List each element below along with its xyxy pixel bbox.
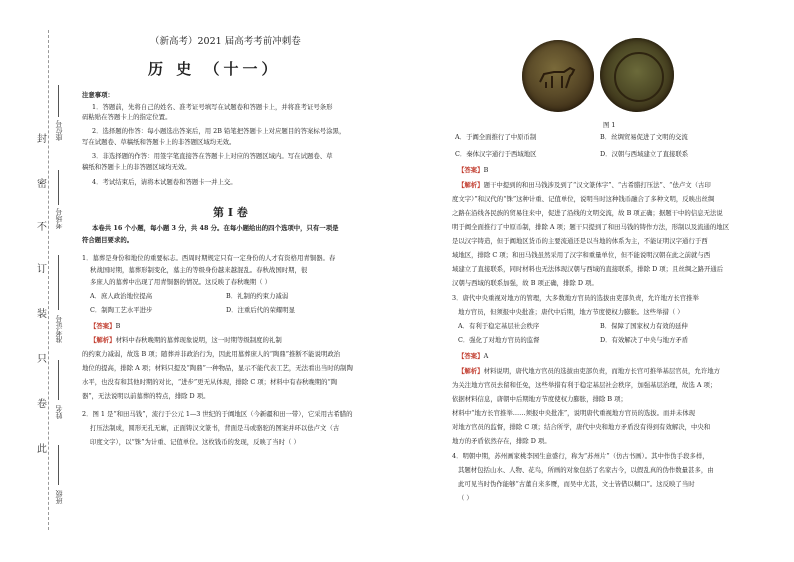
question-2-analysis (458, 181, 711, 189)
question-1-option: C．制陶工艺水平进步 (90, 306, 153, 314)
horse-icon (534, 62, 582, 90)
class-field (58, 445, 59, 485)
notice-line: 稿纸和答题卡上的非答题区域均无效。 (82, 163, 191, 171)
analysis-line: 域地区，排除 C 项；和田马钱虽然采用了汉字和重量单位，但不能说明汉朝在此之前就与西 (452, 251, 711, 259)
question-4-stem: 此可见当时伪作能够“古董自来多赝，而吴中尤甚，文士皆借以糊口”。这反映了当时 (458, 480, 695, 488)
analysis-line: 汉朝与西域的联系加强，故 B 项正确，排除 D 项。 (452, 279, 598, 287)
analysis-line: 对地方官员的监督，排除 C 项；结合所学，唐代中央和地方矛盾没有得到有效解决，中央和 (452, 423, 711, 431)
question-2-option: D．汉朝与西域建立了直接联系 (600, 150, 689, 158)
analysis-line: 水平，也没有和其他时期的对比，“进步”更无从体现，排除 C 项；材料中有春秋晚期的“陶 (82, 378, 338, 386)
question-1-analysis (90, 336, 282, 344)
question-2-option: B．丝绸贸易促进了文明的交流 (600, 133, 688, 141)
admission-number-field (58, 255, 59, 310)
question-1-stem: 1．墓葬是身份和地位的重要标志。西周时期规定只有一定身份的人才有资格用青铜器。春 (82, 254, 336, 262)
binding-char: 只 (37, 354, 47, 365)
question-1-option: D．注重后代的荣耀明显 (226, 306, 296, 314)
analysis-line: 依据材料信息，唐朝中后期地方节度使权力膨胀，排除 B 项； (452, 395, 627, 403)
class-label: 班级 (55, 490, 63, 504)
binding-char: 封 (37, 134, 47, 145)
question-3-option: A．有利于稳定基层社会秩序 (458, 322, 540, 330)
answer-value: B (115, 322, 121, 330)
seat-number-field (58, 85, 59, 117)
analysis-tag: 【解析】 (458, 181, 484, 189)
notice-line: 写在试题卷、草稿纸和答题卡上的非答题区域均无效。 (82, 138, 236, 146)
binding-char: 不 (37, 222, 47, 233)
question-2-stem: 打压法制成，圆形无孔无廓，正面铸汉文篆书，背面是马或骆驼的图案并环以佉卢文（古 (90, 424, 340, 432)
question-2-stem: 印度文字），以“铢”为计重、记值单位。这枚钱币的发现，反映了当时（ ） (90, 438, 300, 446)
analysis-line: 域建立了直接联系，同时材料也无法体现汉朝与西域的直接联系，排除 D 项；且丝绸之路开通后 (452, 265, 724, 273)
question-4-stem: （ ） (458, 494, 473, 502)
analysis-line: 材料中“地方长官推举……须报中央批准”，说明唐代重视地方官员的选拔。而并未体现 (452, 409, 695, 417)
binding-char: 密 (37, 179, 47, 190)
instruction-line: 本卷共 16 个小题，每小题 3 分，共 48 分。在每小题给出的四个选项中，只有一项是 (92, 224, 339, 232)
question-2-option: A．于阗全面推行了中原币制 (455, 133, 537, 141)
question-2-stem: 2．图 1 是“和田马钱”，流行于公元 1—3 世纪的于阗地区（今新疆和田一带），它采用古希腊的 (82, 410, 353, 418)
answer-tag: 【答案】 (458, 166, 484, 174)
analysis-line: 材料说明，唐代地方官员的选拔由吏部负责，而地方长官可推举基层官员，允许地方 (483, 367, 721, 375)
question-4-stem: 其题材包括山水、人物、花鸟，所画的对象包括了名家古今，以假乱真的伪作数量甚多，由 (458, 466, 714, 474)
analysis-line: 器”，无法说明以前墓葬的特点，排除 D 项。 (82, 392, 210, 400)
analysis-line: 度文字）”和汉代的“铢”这种计重、记值单位，说明当时这种钱币融合了多种文明，反映出丝绸 (452, 195, 715, 203)
notice-line: 4．考试结束后，请将本试题卷和答题卡一并上交。 (92, 178, 237, 186)
binding-char: 此 (37, 444, 47, 455)
name-field (58, 360, 59, 400)
notice-line: 3．非选择题的作答：用签字笔直接答在答题卡上对应的答题区域内。写在试题卷、草 (92, 152, 333, 160)
name-label: 姓名 (55, 405, 63, 419)
question-1-option: B．礼制的约束力减弱 (226, 292, 289, 300)
question-1-option: A．庶人政治地位提高 (90, 292, 153, 300)
room-number-field (58, 170, 59, 205)
seat-number-label: 座位号 (55, 120, 63, 141)
question-2-answer (458, 166, 488, 174)
analysis-tag: 【解析】 (458, 367, 484, 375)
analysis-line: 材料中春秋晚期的墓葬现象说明，这一时期等级制度的礼制 (115, 336, 282, 344)
coin-inner-ring (614, 52, 664, 102)
question-3-option: B．保障了国家权力有效的延伸 (600, 322, 688, 330)
question-3-option: D．有效解决了中央与地方矛盾 (600, 336, 689, 344)
coin-front-image (522, 40, 594, 112)
room-number-label: 考场号 (55, 208, 63, 229)
question-3-stem: 3．唐代中央重视对地方的管理，大多数地方官员的选拔由吏部负责，允许地方长官推举 (452, 294, 699, 302)
question-2-option: C．秦体汉字通行于西域地区 (455, 150, 537, 158)
analysis-line: 明于阗全面推行了中原币制，排除 A 项；题干只提到了和田马钱的铸作方法，形制以及流通的地区 (452, 223, 730, 231)
answer-value: B (483, 166, 489, 174)
analysis-line: 为关注地方官员去留和任免，这些举措有利于稳定基层社会秩序，加强基层治理，故选 A 项； (452, 381, 717, 389)
subject-title: 历 史 （十一） (148, 60, 281, 78)
instruction-line: 符合题目要求的。 (82, 236, 134, 244)
notice-line: 2．选择题的作答：每小题选出答案后，用 2B 铅笔把答题卡上对应题目的答案标号涂黑， (92, 127, 346, 135)
exam-title: （新高考）2021 届高考考前冲刺卷 (150, 36, 301, 47)
analysis-line: 地位的提高，排除 A 项；材料只提及“陶鼎”一种物品，显示不能代表工艺，无法看出当时的制陶 (82, 364, 353, 372)
answer-tag: 【答案】 (90, 322, 116, 330)
binding-char: 卷 (37, 399, 47, 410)
notice-line: 1．答题前，先将自己的姓名、准考证号填写在试题卷和答题卡上，并将准考证号条形 (92, 103, 333, 111)
question-3-stem: 地方官员，但须报中央批准；唐代中后期，地方节度使权力膨胀。这些举措（ ） (458, 308, 684, 316)
notice-line: 码粘贴在答题卡上的指定位置。 (82, 113, 172, 121)
analysis-line: 是以汉字铸造，但于阗地区货币的主要流通还是以当地的体系为主，不能证明汉字通行于西 (452, 237, 708, 245)
answer-tag: 【答案】 (458, 352, 484, 360)
analysis-line: 地方的矛盾依然存在，排除 D 项。 (452, 437, 551, 445)
question-1-stem: 多庶人的墓葬中出现了用青铜器的情况。这反映了春秋晚期（ ） (90, 278, 271, 286)
analysis-line: 的约束力减弱，故选 B 项；随葬并非政治行为，因此用墓葬庶人的“陶鼎”推断不能说明政治 (82, 350, 341, 358)
binding-strip (0, 0, 70, 562)
section-title: 第 Ⅰ 卷 (213, 206, 248, 219)
binding-char: 装 (37, 309, 47, 320)
analysis-line: 之路在沿线各民族的贸易往来中，促进了沿线的文明交流，故 B 项正确；据题干中的信息无法说 (452, 209, 723, 217)
notice-heading: 注意事项： (82, 91, 114, 99)
question-1-stem: 秋战国时期，墓葬形制变化，墓主的等级身份越来越混乱。春秋战国时期，很 (90, 266, 308, 274)
analysis-tag: 【解析】 (90, 336, 116, 344)
analysis-line: 题干中提到的和田马钱涉及到了“汉文篆体字”、“古希腊打压法”、“佉卢文（古印 (483, 181, 711, 189)
binding-char: 订 (37, 264, 47, 275)
question-1-answer (90, 322, 120, 330)
coin-back-image (600, 38, 674, 112)
binding-dashed-line (48, 30, 49, 530)
admission-number-label: 准考证号 (55, 315, 63, 343)
figure-caption: 图 1 (603, 121, 616, 129)
question-3-answer (458, 352, 488, 360)
question-4-stem: 4．明朝中期，苏州画家桃李园生意盛行，称为“苏州片”（仿古书画）。其中作伪手段多样， (452, 452, 709, 460)
question-3-option: C．强化了对地方官员的监督 (458, 336, 540, 344)
question-3-analysis (458, 367, 720, 375)
answer-value: A (483, 352, 489, 360)
